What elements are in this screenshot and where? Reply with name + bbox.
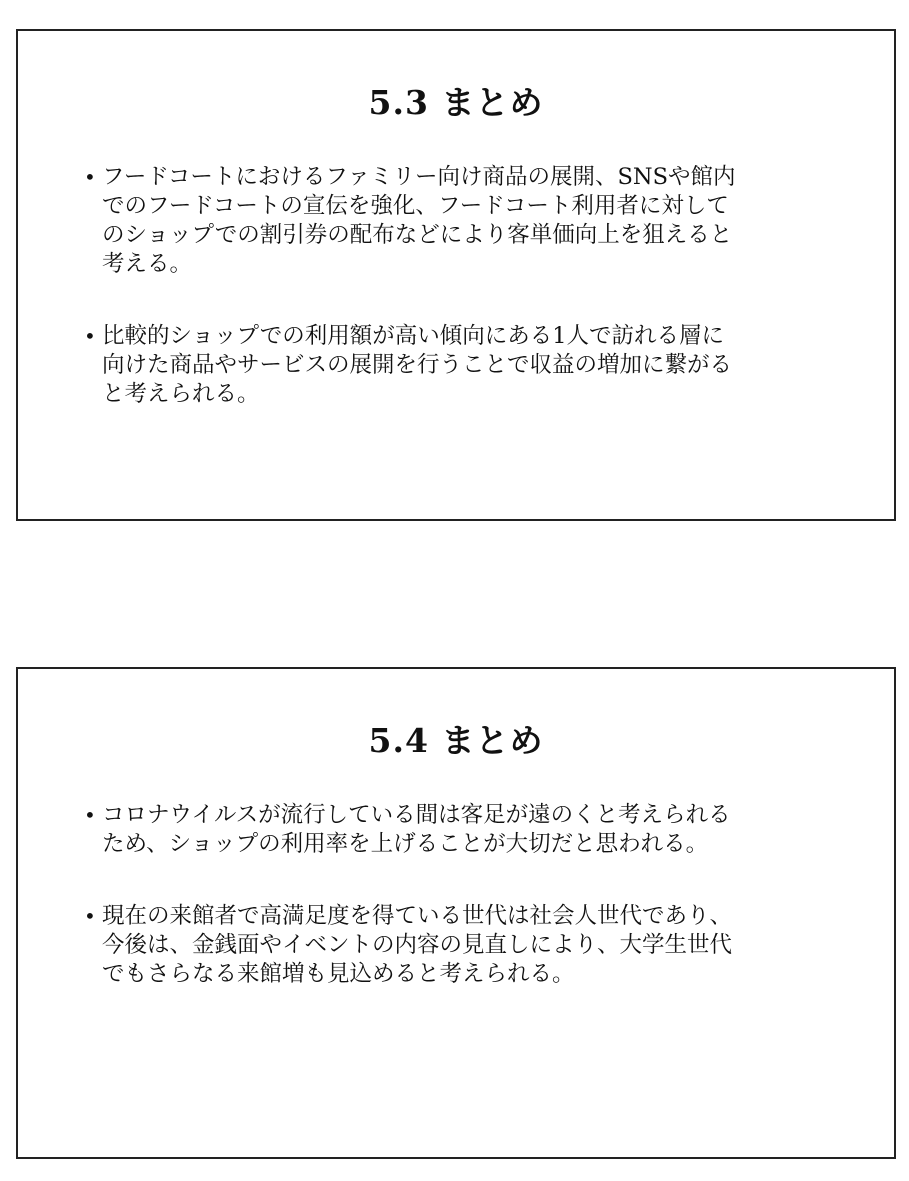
- bullet-list: [84, 801, 832, 1032]
- bullet-item: [84, 322, 832, 409]
- bullet-text-line: でのフードコートの宣伝を強化、フードコート利用者に対して: [102, 193, 729, 219]
- bullet-text-line: 向けた商品やサービスの展開を行うことで収益の増加に繋がる: [102, 352, 733, 378]
- bullet-text-line: • フードコートにおけるファミリー向け商品の展開、SNSや館内: [102, 164, 736, 190]
- bullet-item: [84, 801, 832, 859]
- bullet-text-line: と考えられる。: [102, 381, 260, 407]
- bullet-text-line: でもさらなる来館増も見込めると考えられる。: [102, 961, 575, 987]
- slide-title: 5.4 まとめ: [368, 721, 544, 760]
- bullet-item: [84, 163, 832, 279]
- bullet-text-line: • コロナウイルスが流行している間は客足が遠のくと考えられる: [102, 802, 731, 828]
- bullet-text-line: 考える。: [102, 251, 193, 277]
- bullet-item: [84, 902, 832, 989]
- slide-5-3: [16, 29, 896, 521]
- bullet-text-line: のショップでの割引券の配布などにより客単価向上を狙えると: [102, 222, 733, 248]
- bullet-text-line: • 現在の来館者で高満足度を得ている世代は社会人世代であり、: [102, 903, 733, 929]
- bullet-text-line: ため、ショップの利用率を上げることが大切だと思われる。: [102, 831, 709, 857]
- slide-title: 5.3 まとめ: [368, 83, 544, 122]
- slide-5-4: [16, 667, 896, 1159]
- bullet-text-line: • 比較的ショップでの利用額が高い傾向にある1人で訪れる層に: [102, 323, 725, 349]
- bullet-list: [84, 163, 832, 452]
- bullet-text-line: 今後は、金銭面やイベントの内容の見直しにより、大学生世代: [102, 932, 733, 958]
